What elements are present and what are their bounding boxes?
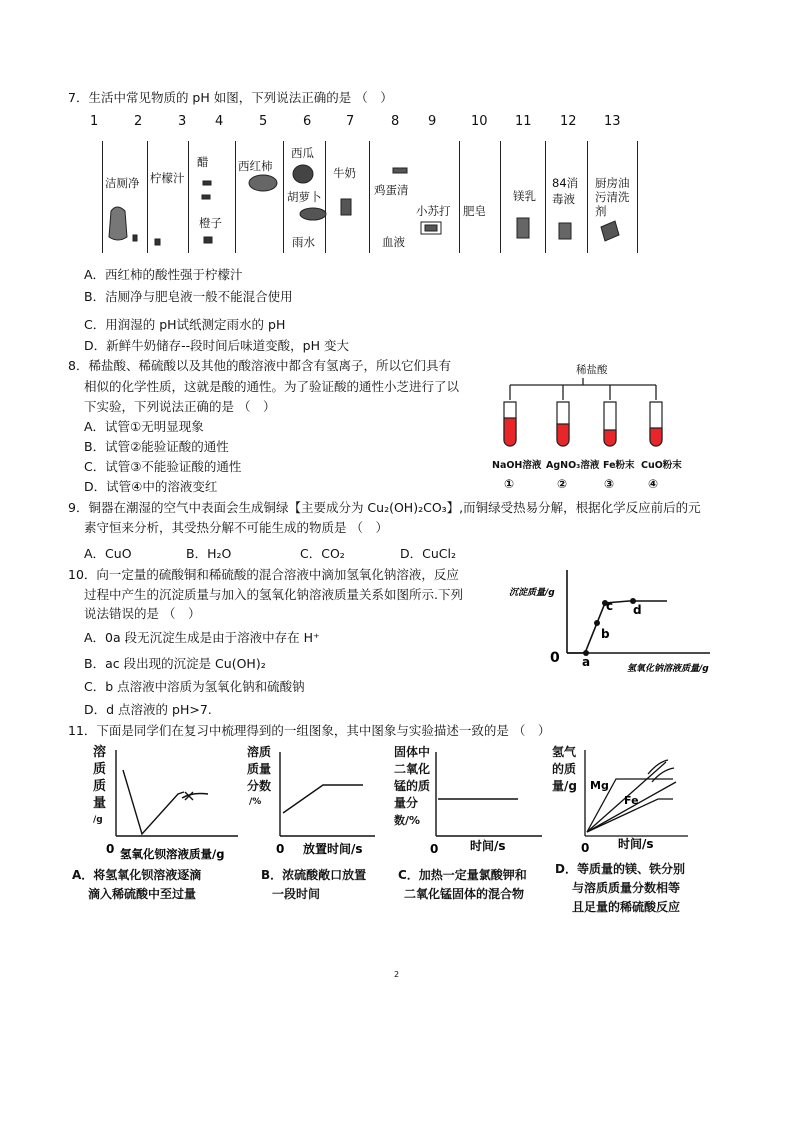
- q10-stem: 说法错误的是 （ ）: [84, 606, 201, 621]
- q10-option-d[interactable]: D．d 点溶液的 pH>7.: [84, 702, 212, 717]
- page-number: 2: [394, 970, 400, 979]
- ph-number: 4: [215, 114, 224, 129]
- substance-watermelon: 西瓜: [291, 146, 314, 160]
- substance-kitchen-cleaner: 剂: [595, 204, 607, 218]
- x-axis-label: 时间/s: [618, 837, 654, 851]
- q9-stem: 9．铜器在潮湿的空气中表面会生成铜绿【主要成分为 Cu₂(OH)₂CO₃】,而铜绿受热易分解，根据化学反应前后的元: [68, 500, 701, 515]
- q9-option-a[interactable]: A．CuO: [84, 546, 132, 561]
- substance-soap: 肥皂: [463, 204, 486, 218]
- q11-caption-c: C．加热一定量氯酸钾和: [398, 868, 527, 882]
- ph-number: 12: [560, 114, 577, 129]
- substance-kitchen-cleaner: 厨房油: [595, 176, 630, 190]
- cleaner-spray-icon: [601, 221, 619, 241]
- q7-option-c[interactable]: C．用润湿的 pH试纸测定雨水的 pH: [84, 317, 286, 332]
- y-axis-label: 量: [93, 796, 107, 811]
- y-axis-label: 质: [93, 779, 107, 794]
- q8-option-a[interactable]: A．试管①无明显现象: [84, 419, 204, 434]
- point-b: [594, 620, 600, 626]
- q7-option-d[interactable]: D．新鲜牛奶储存--段时间后味道变酸，pH 变大: [84, 338, 349, 353]
- q10-precipitate-graph: [505, 565, 720, 680]
- q11-caption-d: 且足量的稀硫酸反应: [572, 900, 681, 914]
- q10-option-c[interactable]: C．b 点溶液中溶质为氢氧化钠和硫酸钠: [84, 679, 305, 694]
- q8-option-b[interactable]: B．试管②能验证酸的通性: [84, 439, 229, 454]
- origin-label: 0: [106, 842, 115, 856]
- ph-number: 11: [515, 114, 532, 129]
- substance-disinfectant: 84消: [552, 176, 579, 190]
- x-axis-label: 放置时间/s: [303, 842, 363, 856]
- substance-kitchen-cleaner: 污清洗: [595, 190, 630, 204]
- y-axis-label: 二氧化: [394, 762, 431, 776]
- y-axis-label: 氢气: [552, 745, 577, 759]
- q8-stem: 相似的化学性质，这就是酸的通性。为了验证酸的通性小芝进行了以: [84, 379, 460, 394]
- ph-number: 9: [428, 114, 437, 129]
- carrot-icon: [300, 208, 326, 220]
- substance-carrot: 胡萝卜: [287, 190, 322, 204]
- ph-scale-chart: [102, 141, 638, 253]
- y-axis-label: 量/g: [552, 779, 577, 793]
- y-axis-label: 质: [93, 762, 107, 777]
- substance-lemon: 柠檬汁: [150, 171, 185, 185]
- q11-caption-a: A．将氢氧化钡溶液逐滴: [72, 868, 202, 882]
- ph-number: 7: [346, 114, 355, 129]
- dot-icon: [133, 235, 137, 241]
- q11-graph-b: [243, 742, 383, 867]
- substance-vinegar: 醋: [197, 155, 209, 169]
- ph-number: 1: [90, 114, 99, 129]
- ph-number: 8: [391, 114, 400, 129]
- acid-label: 稀盐酸: [576, 364, 608, 376]
- origin-label: 0: [430, 842, 439, 856]
- q11-caption-a: 滴入稀硫酸中至过量: [88, 887, 197, 901]
- x-axis-label: 氢氧化钡溶液质量/g: [120, 847, 225, 861]
- dot-icon: [155, 239, 160, 245]
- q8-option-d[interactable]: D．试管④中的溶液变红: [84, 479, 218, 494]
- point-label: c: [606, 599, 614, 613]
- x-axis-label: 时间/s: [470, 839, 506, 853]
- tube-label: CuO粉末: [641, 460, 682, 471]
- q11-graph-a: [88, 742, 248, 867]
- substance-egg: 鸡蛋清: [374, 183, 409, 197]
- q10-stem: 10．向一定量的硫酸铜和稀硫酸的混合溶液中滴加氢氧化钠溶液，反应: [68, 567, 459, 582]
- q8-test-tube-figure: [488, 360, 688, 495]
- tube-label: NaOH溶液: [492, 460, 542, 471]
- series-label-fe: Fe: [624, 794, 639, 807]
- tube-number: ②: [557, 477, 568, 491]
- y-axis-label: 固体中: [394, 745, 431, 759]
- graph-a-curve: [123, 770, 184, 834]
- ph-number: 6: [303, 114, 312, 129]
- substance-disinfectant: 毒液: [552, 192, 575, 206]
- cleaner-bottle-icon: [109, 207, 127, 240]
- q10-stem: 过程中产生的沉淀质量与加入的氢氧化钠溶液质量关系如图所示.下列: [84, 587, 463, 602]
- substance-cleaner: 洁厕净: [105, 176, 140, 190]
- disinfectant-bottle-icon: [559, 223, 571, 239]
- substance-soda: 小苏打: [416, 204, 451, 218]
- tube-label: Fe粉末: [603, 460, 635, 471]
- y-axis-label: 数/%: [394, 814, 421, 827]
- substance-rain: 雨水: [292, 235, 315, 249]
- q11-caption-b: 一段时间: [272, 887, 321, 901]
- q11-caption-b: B．浓硫酸敞口放置: [261, 868, 367, 882]
- q8-stem: 下实验，下列说法正确的是 （ ）: [84, 399, 276, 414]
- substance-milk: 牛奶: [333, 166, 356, 180]
- y-axis-label: 量分: [394, 796, 419, 810]
- q9-option-c[interactable]: C．CO₂: [300, 546, 345, 561]
- precipitate-curve: [567, 601, 667, 653]
- q9-option-b[interactable]: B．H₂O: [186, 546, 232, 561]
- q11-caption-c: 二氧化锰固体的混合物: [404, 887, 525, 901]
- watermelon-icon: [293, 165, 313, 183]
- q7-option-a[interactable]: A．西红柿的酸性强于柠檬汁: [84, 267, 243, 282]
- substance-blood: 血液: [382, 235, 405, 249]
- q9-option-d[interactable]: D．CuCl₂: [400, 546, 456, 561]
- vinegar-bottle-icon: [202, 195, 210, 199]
- vinegar-bottle-icon: [203, 181, 211, 185]
- series-label-mg: Mg: [590, 779, 609, 792]
- point-label: b: [601, 627, 610, 641]
- q10-option-a[interactable]: A．0a 段无沉淀生成是由于溶液中存在 H⁺: [84, 630, 320, 645]
- q8-option-c[interactable]: C．试管③不能验证酸的通性: [84, 459, 242, 474]
- y-axis-label: /g: [93, 815, 103, 825]
- tube-label: AgNO₃溶液: [546, 460, 600, 471]
- substance-tomato: 西红柿: [238, 159, 273, 173]
- magnesia-bottle-icon: [517, 218, 529, 238]
- point-label: a: [582, 655, 591, 669]
- egg-icon: [393, 168, 407, 173]
- ph-number: 2: [134, 114, 143, 129]
- y-axis-label: /%: [249, 797, 262, 807]
- ph-number: 10: [471, 114, 488, 129]
- q8-stem: 8．稀盐酸、稀硫酸以及其他的酸溶液中都含有氢离子，所以它们具有: [68, 358, 451, 373]
- y-axis-label: 溶: [93, 745, 107, 760]
- x-axis-label: 氢氧化钠溶液质量/g: [627, 664, 709, 674]
- y-axis-label: 溶质: [247, 745, 272, 759]
- q11-caption-d: D．等质量的镁、铁分别: [555, 862, 685, 876]
- y-axis-label: 沉淀质量/g: [509, 588, 555, 598]
- q11-caption-d: 与溶质质量分数相等: [572, 881, 681, 895]
- tube-number: ①: [504, 477, 515, 491]
- ph-number: 13: [604, 114, 621, 129]
- y-axis-label: 质量: [247, 762, 272, 776]
- tomato-icon: [249, 175, 277, 191]
- q10-option-b[interactable]: B．ac 段出现的沉淀是 Cu(OH)₂: [84, 656, 266, 671]
- tube-number: ④: [648, 477, 659, 491]
- origin-label: 0: [550, 650, 560, 666]
- milk-icon: [341, 199, 351, 215]
- ph-number: 5: [259, 114, 268, 129]
- point-label: d: [633, 603, 642, 617]
- substance-illustrations: [103, 141, 637, 253]
- origin-label: 0: [581, 841, 590, 855]
- q11-graph-c: [390, 742, 545, 867]
- origin-label: 0: [276, 842, 285, 856]
- q9-stem: 素守恒来分析，其受热分解不可能生成的物质是 （ ）: [84, 520, 388, 535]
- y-axis-label: 锰的质: [394, 779, 431, 793]
- q7-stem: 7．生活中常见物质的 pH 如图，下列说法正确的是 （ ）: [68, 90, 393, 105]
- y-axis-label: 分数: [247, 779, 272, 793]
- substance-milk-magnesia: 镁乳: [513, 189, 536, 203]
- ph-number: 3: [178, 114, 187, 129]
- q11-stem: 11．下面是同学们在复习中梳理得到的一组图象，其中图象与实验描述一致的是 （ ）: [68, 723, 551, 738]
- graph-b-curve: [283, 785, 363, 813]
- orange-icon: [204, 237, 212, 243]
- tube-number: ③: [604, 477, 615, 491]
- y-axis-label: 的质: [552, 762, 577, 776]
- q11-graph-d: [548, 742, 698, 867]
- q7-option-b[interactable]: B．洁厕净与肥皂液一般不能混合使用: [84, 289, 293, 304]
- substance-orange: 橙子: [199, 216, 222, 230]
